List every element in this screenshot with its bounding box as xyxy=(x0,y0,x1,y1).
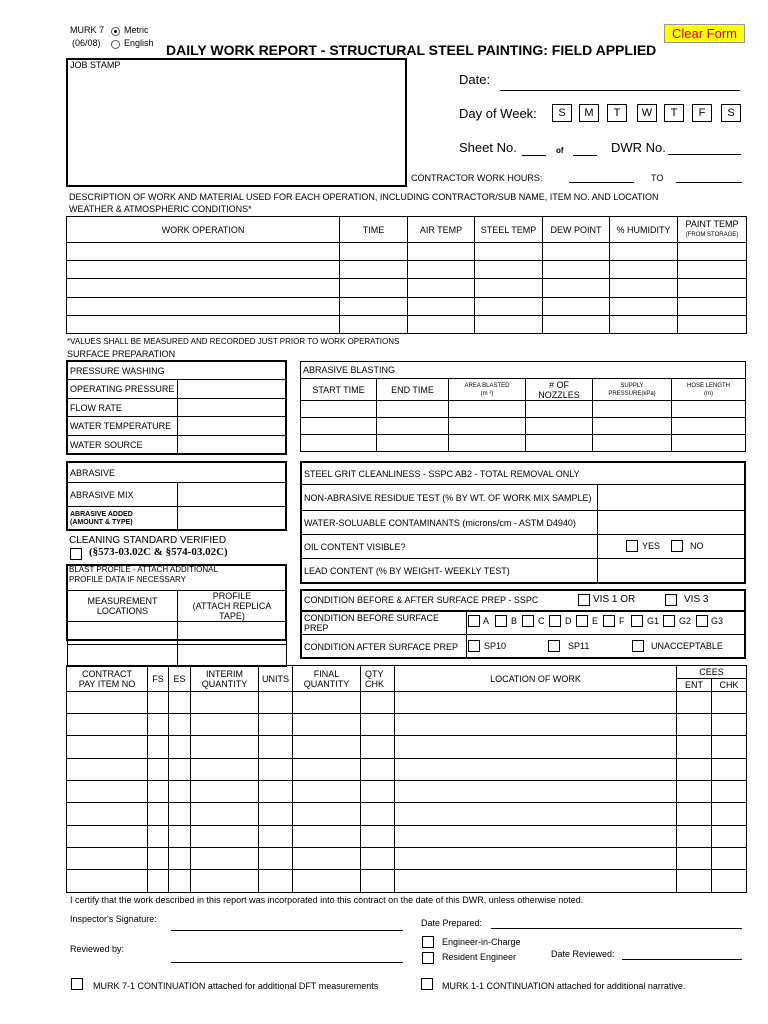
table-cell[interactable] xyxy=(301,401,377,418)
steel-grit-title: STEEL GRIT CLEANLINESS - SSPC AB2 - TOTAL REMOVAL ONLY xyxy=(302,463,746,485)
day-saturday[interactable]: S xyxy=(721,104,741,122)
interim-qty-label: QUANTITY xyxy=(201,678,248,689)
form-date: (06/08) xyxy=(72,38,101,48)
area-blasted-label: AREA BLASTED xyxy=(464,382,510,389)
col-chk: CHK xyxy=(712,679,747,692)
english-radio[interactable] xyxy=(111,40,120,49)
murk-1-1-checkbox[interactable] xyxy=(421,978,433,990)
inspector-signature-label: Inspector's Signature: xyxy=(70,914,157,924)
operating-pressure-label: OPERATING PRESSURE xyxy=(68,380,178,399)
water-temperature-label: WATER TEMPERATURE xyxy=(68,417,178,436)
col-fs: FS xyxy=(148,666,169,692)
blast-profile-line1: BLAST PROFILE - ATTACH ADDITIONAL xyxy=(69,565,218,574)
locations-label: LOCATIONS xyxy=(96,606,149,616)
inspector-signature-field[interactable] xyxy=(171,930,403,931)
final-label: FINAL xyxy=(313,668,340,679)
weather-table xyxy=(66,216,747,334)
col-work-operation: WORK OPERATION xyxy=(67,217,340,243)
clear-form-button[interactable]: Clear Form xyxy=(664,24,745,43)
col-contract xyxy=(67,666,148,692)
day-wednesday[interactable]: W xyxy=(637,104,657,122)
paint-temp-label: PAINT TEMP xyxy=(685,218,739,229)
day-tuesday[interactable]: T xyxy=(607,104,627,122)
grade-d-label: D xyxy=(565,616,572,626)
date-reviewed-field[interactable] xyxy=(622,959,742,960)
grade-b-checkbox[interactable] xyxy=(495,615,507,627)
murk-7-1-checkbox[interactable] xyxy=(71,978,83,990)
day-sunday[interactable]: S xyxy=(552,104,572,122)
table-cell[interactable] xyxy=(301,418,377,435)
grade-f-checkbox[interactable] xyxy=(603,615,615,627)
lead-content-label: LEAD CONTENT (% BY WEIGHT- WEEKLY TEST) xyxy=(302,559,598,584)
pay-item-label: PAY ITEM NO xyxy=(78,678,136,689)
table-cell[interactable] xyxy=(67,316,340,334)
dwr-no-field[interactable] xyxy=(668,154,741,155)
vis3-label: VIS 3 xyxy=(684,594,709,605)
unacceptable-checkbox[interactable] xyxy=(632,640,644,652)
oil-content-label: OIL CONTENT VISIBLE? xyxy=(302,535,598,559)
grade-g2-label: G2 xyxy=(679,616,692,626)
profile-label: PROFILE xyxy=(212,591,252,601)
table-cell[interactable] xyxy=(68,645,178,667)
hours-end-field[interactable] xyxy=(676,182,742,183)
vis3-checkbox[interactable] xyxy=(665,594,677,606)
hose-unit: (m) xyxy=(704,390,713,397)
table-row[interactable] xyxy=(67,692,148,714)
day-thursday[interactable]: T xyxy=(664,104,684,122)
pressure-washing-title: PRESSURE WASHING xyxy=(68,362,287,380)
vis1-label: VIS 1 OR xyxy=(593,594,636,605)
table-cell[interactable] xyxy=(68,622,178,645)
pay-items-table xyxy=(66,665,747,893)
grade-c-label: C xyxy=(538,616,545,626)
abrasive-added-text: ABRASIVE ADDED xyxy=(70,510,133,518)
murk-7-1-label: MURK 7-1 CONTINUATION attached for additional DFT measurements xyxy=(93,981,379,991)
col-final xyxy=(293,666,361,692)
table-row[interactable] xyxy=(67,781,148,803)
supply-label: SUPPLY xyxy=(620,382,644,389)
condition-before-label: CONDITION BEFORE SURFACE PREP xyxy=(302,611,467,635)
resident-engineer-checkbox[interactable] xyxy=(422,952,434,964)
grade-e-checkbox[interactable] xyxy=(576,615,588,627)
col-cees: CEES xyxy=(677,666,747,679)
abrasive-mix-label: ABRASIVE MIX xyxy=(68,483,178,507)
col-steel-temp: STEEL TEMP xyxy=(475,217,543,243)
col-interim xyxy=(191,666,259,692)
grade-f-label: F xyxy=(619,616,625,626)
col-hose-length xyxy=(672,379,746,401)
grade-g1-label: G1 xyxy=(647,616,660,626)
table-row[interactable] xyxy=(67,736,148,759)
cleaning-verified-checkbox[interactable] xyxy=(70,548,82,560)
footnote: *VALUES SHALL BE MEASURED AND RECORDED JUST PRIOR TO WORK OPERATIONS xyxy=(67,337,400,346)
table-cell[interactable] xyxy=(301,435,377,452)
sp10-label: SP10 xyxy=(484,641,507,651)
col-qty-chk xyxy=(361,666,395,692)
col-area-blasted xyxy=(449,379,526,401)
grade-g1-checkbox[interactable] xyxy=(631,615,643,627)
supply-pressure-label: PRESSURE(kPa) xyxy=(608,390,656,397)
interim-label: INTERIM xyxy=(206,668,243,679)
abrasive-added-label xyxy=(68,507,178,531)
table-row[interactable] xyxy=(67,826,148,848)
col-dew-point: DEW POINT xyxy=(543,217,610,243)
page-title: DAILY WORK REPORT - STRUCTURAL STEEL PAINTING: FIELD APPLIED xyxy=(166,42,657,58)
sp11-label: SP11 xyxy=(568,641,590,651)
unacceptable-label: UNACCEPTABLE xyxy=(651,641,723,651)
day-of-week-label: Day of Week: xyxy=(459,106,537,121)
area-unit: (m ²) xyxy=(480,390,494,397)
pressure-washing-table xyxy=(67,361,287,454)
contractor-hours-label: CONTRACTOR WORK HOURS: xyxy=(411,173,543,183)
final-qty-label: QUANTITY xyxy=(303,678,350,689)
date-field[interactable] xyxy=(500,90,740,91)
table-row[interactable] xyxy=(67,848,148,870)
form-code: MURK 7 xyxy=(70,25,105,35)
replica-tape-label: (ATTACH REPLICA TAPE) xyxy=(192,601,272,621)
col-es: ES xyxy=(169,666,191,692)
qty-label: QTY xyxy=(365,668,384,679)
col-measurement-locations xyxy=(68,591,178,622)
col-start-time: START TIME xyxy=(301,379,377,401)
job-stamp-box[interactable] xyxy=(66,58,407,187)
condition-after-label: CONDITION AFTER SURFACE PREP xyxy=(302,635,467,659)
grade-a-label: A xyxy=(483,616,490,626)
grade-g2-checkbox[interactable] xyxy=(663,615,675,627)
flow-rate-label: FLOW RATE xyxy=(68,399,178,417)
grade-c-checkbox[interactable] xyxy=(522,615,534,627)
to-label: TO xyxy=(651,173,664,183)
col-humidity: % HUMIDITY xyxy=(610,217,678,243)
grade-g3-label: G3 xyxy=(711,616,724,626)
oil-no-label: NO xyxy=(690,541,704,551)
murk-1-1-label: MURK 1-1 CONTINUATION attached for additional narrative. xyxy=(442,981,686,991)
sheet-no-field[interactable] xyxy=(522,155,546,156)
col-time: TIME xyxy=(340,217,408,243)
abrasive-title: ABRASIVE xyxy=(68,463,287,483)
engineer-in-charge-label: Engineer-in-Charge xyxy=(442,937,521,947)
engineer-in-charge-checkbox[interactable] xyxy=(422,936,434,948)
weather-heading: WEATHER & ATMOSPHERIC CONDITIONS* xyxy=(69,204,252,214)
condition-title: CONDITION BEFORE & AFTER SURFACE PREP - SSPC xyxy=(302,591,746,611)
col-location: LOCATION OF WORK xyxy=(395,666,677,692)
reviewed-by-label: Reviewed by: xyxy=(70,944,125,954)
oil-yes-label: YES xyxy=(642,541,661,551)
vis1-checkbox[interactable] xyxy=(578,594,590,606)
water-soluable-field[interactable] xyxy=(598,511,746,535)
metric-radio[interactable] xyxy=(111,27,120,36)
grade-d-checkbox[interactable] xyxy=(549,615,561,627)
water-source-label: WATER SOURCE xyxy=(68,436,178,454)
col-air-temp: AIR TEMP xyxy=(408,217,475,243)
sp10-checkbox[interactable] xyxy=(468,640,480,652)
residue-test-field[interactable] xyxy=(598,485,746,511)
date-prepared-field[interactable] xyxy=(491,928,742,929)
date-label: Date: xyxy=(459,72,491,87)
hours-start-field[interactable] xyxy=(569,182,634,183)
day-monday[interactable]: M xyxy=(579,104,599,122)
metric-label: Metric xyxy=(124,25,149,35)
col-supply-pressure xyxy=(593,379,672,401)
cleaning-spec: (§573-03.02C & §574-03.02C) xyxy=(89,546,228,558)
job-stamp-label: JOB STAMP xyxy=(70,60,121,70)
blast-profile-line2: PROFILE DATA IF NECESSARY xyxy=(69,575,186,584)
col-ent: ENT xyxy=(677,679,712,692)
table-cell[interactable] xyxy=(67,298,340,316)
table-cell[interactable] xyxy=(67,243,340,261)
sheet-label: Sheet No. xyxy=(459,140,517,155)
oil-no-checkbox[interactable] xyxy=(671,540,683,552)
paint-temp-sub: (FROM STORAGE) xyxy=(685,231,739,238)
table-cell[interactable] xyxy=(67,279,340,298)
table-row[interactable] xyxy=(67,803,148,826)
flow-rate-field[interactable] xyxy=(178,399,287,417)
residue-test-label: NON-ABRASIVE RESIDUE TEST (% BY WT. OF WORK MIX SAMPLE) xyxy=(302,485,598,511)
grade-g3-checkbox[interactable] xyxy=(696,615,708,627)
dwr-label: DWR No. xyxy=(611,140,666,155)
surface-prep-heading: SURFACE PREPARATION xyxy=(67,349,176,359)
grade-e-label: E xyxy=(592,616,599,626)
grade-a-checkbox[interactable] xyxy=(468,615,480,627)
certify-text: I certify that the work described in this report was incorporated into this contract on the date of this DWR, unless otherwise noted. xyxy=(70,895,584,905)
cleaning-standard-label: CLEANING STANDARD VERIFIED xyxy=(69,535,227,546)
reviewed-by-field[interactable] xyxy=(171,962,403,963)
date-prepared-label: Date Prepared: xyxy=(421,918,483,928)
abrasive-table xyxy=(67,462,287,531)
table-row[interactable] xyxy=(67,714,148,736)
abrasive-mix-field[interactable] xyxy=(178,483,287,507)
water-temperature-field[interactable] xyxy=(178,417,287,436)
abrasive-added-field[interactable] xyxy=(178,507,287,531)
description-heading: DESCRIPTION OF WORK AND MATERIAL USED FOR EACH OPERATION, INCLUDING CONTRACTOR/SUB NAME, ITEM NO. AND LOCATION xyxy=(69,192,659,202)
sheet-total-field[interactable] xyxy=(573,155,597,156)
table-row[interactable] xyxy=(67,759,148,781)
grade-b-label: B xyxy=(511,616,518,626)
hose-label: HOSE LENGTH xyxy=(686,382,730,389)
col-paint-temp xyxy=(678,217,747,243)
water-soluable-label: WATER-SOLUABLE CONTAMINANTS (microns/cm - ASTM D4940) xyxy=(302,511,598,535)
col-nozzles: # OF NOZZLES xyxy=(526,379,593,401)
abrasive-added-sub: (AMOUNT & TYPE) xyxy=(70,518,133,526)
water-source-field[interactable] xyxy=(178,436,287,454)
contract-label: CONTRACT xyxy=(82,668,132,679)
oil-yes-checkbox[interactable] xyxy=(626,540,638,552)
col-units: UNITS xyxy=(259,666,293,692)
blast-profile-heading xyxy=(69,565,218,585)
operating-pressure-field[interactable] xyxy=(178,380,287,399)
english-label: English xyxy=(124,38,154,48)
table-row[interactable] xyxy=(67,870,148,893)
measurement-label: MEASUREMENT xyxy=(87,596,158,606)
qty-chk-label: CHK xyxy=(365,678,385,689)
resident-engineer-label: Resident Engineer xyxy=(442,952,517,962)
of-label: of xyxy=(556,146,564,155)
blast-profile-table xyxy=(67,590,287,667)
abrasive-blasting-table xyxy=(300,361,746,452)
lead-content-field[interactable] xyxy=(598,559,746,584)
date-reviewed-label: Date Reviewed: xyxy=(551,949,615,959)
abrasive-blasting-title: ABRASIVE BLASTING xyxy=(301,362,746,379)
table-cell[interactable] xyxy=(67,261,340,279)
col-profile xyxy=(178,591,287,622)
sp11-checkbox[interactable] xyxy=(548,640,560,652)
col-end-time: END TIME xyxy=(377,379,449,401)
day-friday[interactable]: F xyxy=(692,104,712,122)
steel-grit-table xyxy=(301,462,746,584)
